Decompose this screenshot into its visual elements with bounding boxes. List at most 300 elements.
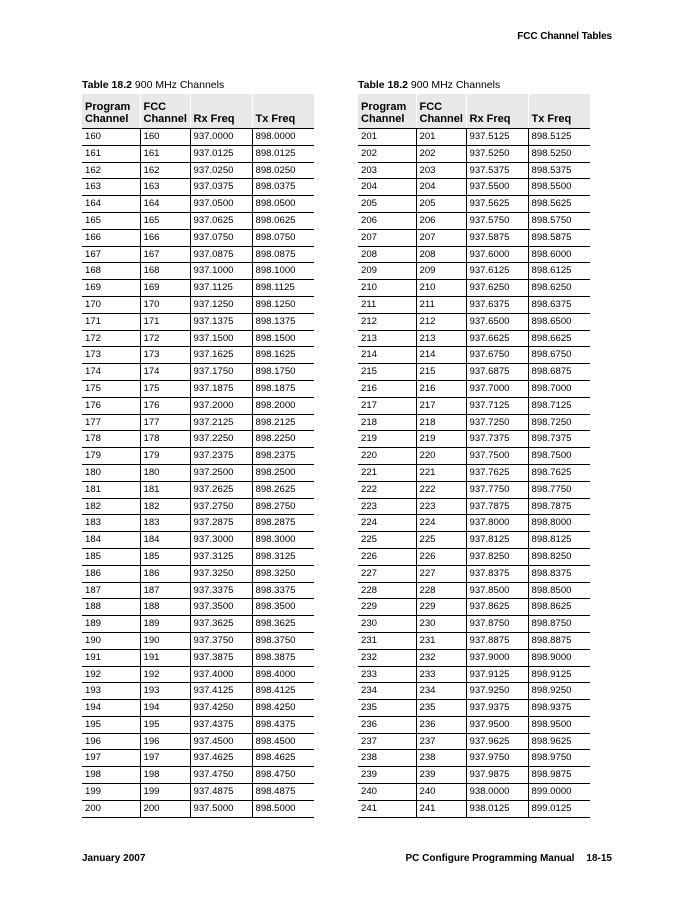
table-caption — [82, 79, 312, 94]
program-channel-cell: 226 — [358, 548, 416, 565]
tx-freq-cell: 898.9125 — [528, 666, 590, 683]
table-row — [82, 196, 314, 213]
fcc-channel-cell: 183 — [140, 515, 190, 532]
rx-freq-cell: 937.7125 — [466, 397, 528, 414]
table-row — [358, 380, 590, 397]
program-channel-cell: 161 — [82, 145, 140, 162]
rx-freq-cell: 937.5000 — [190, 800, 252, 817]
table-row — [358, 347, 590, 364]
table-row — [82, 364, 314, 381]
channel-table-right — [358, 94, 590, 818]
rx-freq-cell: 937.1250 — [190, 296, 252, 313]
table-header-row — [82, 94, 314, 129]
tx-freq-cell: 898.8375 — [528, 565, 590, 582]
table-row — [82, 296, 314, 313]
program-channel-cell: 179 — [82, 448, 140, 465]
program-channel-cell: 177 — [82, 414, 140, 431]
rx-freq-cell: 937.8000 — [466, 515, 528, 532]
fcc-channel-cell: 167 — [140, 246, 190, 263]
tx-freq-cell: 898.8500 — [528, 582, 590, 599]
rx-freq-cell: 937.7625 — [466, 464, 528, 481]
table-row — [358, 280, 590, 297]
program-channel-cell: 228 — [358, 582, 416, 599]
fcc-channel-cell: 218 — [416, 414, 466, 431]
program-channel-cell: 230 — [358, 616, 416, 633]
rx-freq-cell: 937.9750 — [466, 750, 528, 767]
rx-freq-cell: 937.8625 — [466, 599, 528, 616]
rx-freq-cell: 937.0125 — [190, 145, 252, 162]
tx-freq-cell: 898.8250 — [528, 548, 590, 565]
table-caption-number: Table 18.2 — [358, 79, 408, 91]
tx-freq-cell: 898.5375 — [528, 162, 590, 179]
tx-freq-cell: 898.5000 — [252, 800, 314, 817]
tx-freq-cell: 898.8000 — [528, 515, 590, 532]
fcc-channel-cell: 210 — [416, 280, 466, 297]
table-caption — [358, 79, 588, 94]
fcc-channel-cell: 234 — [416, 683, 466, 700]
program-channel-cell: 224 — [358, 515, 416, 532]
table-row — [82, 750, 314, 767]
tx-freq-cell: 898.8125 — [528, 532, 590, 549]
program-channel-cell: 207 — [358, 229, 416, 246]
rx-freq-cell: 937.8250 — [466, 548, 528, 565]
fcc-channel-cell: 200 — [140, 800, 190, 817]
tx-freq-cell: 898.2375 — [252, 448, 314, 465]
rx-freq-cell: 937.3625 — [190, 616, 252, 633]
fcc-channel-cell: 239 — [416, 767, 466, 784]
tx-freq-cell: 898.9500 — [528, 716, 590, 733]
table-row — [358, 330, 590, 347]
fcc-channel-cell: 163 — [140, 179, 190, 196]
tx-freq-cell: 898.7375 — [528, 431, 590, 448]
table-row — [358, 666, 590, 683]
tx-freq-cell: 898.9750 — [528, 750, 590, 767]
fcc-channel-cell: 224 — [416, 515, 466, 532]
table-caption-text: 900 MHz Channels — [410, 79, 501, 91]
program-channel-cell: 225 — [358, 532, 416, 549]
table-row — [358, 263, 590, 280]
program-channel-cell: 239 — [358, 767, 416, 784]
rx-freq-cell: 937.1750 — [190, 364, 252, 381]
program-channel-cell: 193 — [82, 683, 140, 700]
program-channel-cell: 163 — [82, 179, 140, 196]
program-channel-cell: 235 — [358, 700, 416, 717]
table-row — [82, 683, 314, 700]
fcc-channel-cell: 190 — [140, 632, 190, 649]
tx-freq-cell: 898.8625 — [528, 599, 590, 616]
fcc-channel-cell: 179 — [140, 448, 190, 465]
program-channel-cell: 237 — [358, 733, 416, 750]
rx-freq-cell: 937.6750 — [466, 347, 528, 364]
tx-freq-cell: 898.5875 — [528, 229, 590, 246]
table-row — [82, 498, 314, 515]
table-row — [358, 750, 590, 767]
table-row — [358, 599, 590, 616]
rx-freq-cell: 937.4750 — [190, 767, 252, 784]
program-channel-cell: 176 — [82, 397, 140, 414]
fcc-channel-cell: 213 — [416, 330, 466, 347]
fcc-channel-cell: 214 — [416, 347, 466, 364]
table-row — [82, 515, 314, 532]
table-row — [82, 145, 314, 162]
program-channel-cell: 241 — [358, 800, 416, 817]
table-row — [82, 448, 314, 465]
program-channel-cell: 219 — [358, 431, 416, 448]
program-channel-cell: 182 — [82, 498, 140, 515]
program-channel-cell: 229 — [358, 599, 416, 616]
fcc-channel-cell: 164 — [140, 196, 190, 213]
rx-freq-cell: 937.8750 — [466, 616, 528, 633]
table-row — [358, 296, 590, 313]
tx-freq-cell: 898.5750 — [528, 212, 590, 229]
program-channel-cell: 194 — [82, 700, 140, 717]
rx-freq-cell: 937.6125 — [466, 263, 528, 280]
rx-freq-cell: 937.8500 — [466, 582, 528, 599]
rx-freq-cell: 937.1625 — [190, 347, 252, 364]
fcc-channel-cell: 198 — [140, 767, 190, 784]
table-row — [82, 229, 314, 246]
tx-freq-cell: 899.0125 — [528, 800, 590, 817]
tx-freq-cell: 898.2000 — [252, 397, 314, 414]
table-caption-number: Table 18.2 — [82, 79, 132, 91]
fcc-channel-cell: 194 — [140, 700, 190, 717]
fcc-channel-cell: 161 — [140, 145, 190, 162]
fcc-channel-cell: 182 — [140, 498, 190, 515]
rx-freq-cell: 937.7500 — [466, 448, 528, 465]
tx-freq-cell: 898.0625 — [252, 212, 314, 229]
rx-freq-cell: 937.6875 — [466, 364, 528, 381]
tx-freq-cell: 898.6750 — [528, 347, 590, 364]
right-table-block — [358, 79, 588, 818]
tx-freq-cell: 898.4250 — [252, 700, 314, 717]
table-row — [82, 162, 314, 179]
tx-freq-cell: 898.7000 — [528, 380, 590, 397]
rx-freq-cell: 937.1500 — [190, 330, 252, 347]
rx-freq-cell: 937.0000 — [190, 129, 252, 146]
rx-freq-cell: 937.0750 — [190, 229, 252, 246]
table-row — [82, 464, 314, 481]
program-channel-cell: 168 — [82, 263, 140, 280]
table-row — [358, 649, 590, 666]
rx-freq-cell: 937.4375 — [190, 716, 252, 733]
program-channel-cell: 206 — [358, 212, 416, 229]
tx-freq-cell: 898.0000 — [252, 129, 314, 146]
table-row — [82, 481, 314, 498]
program-channel-cell: 200 — [82, 800, 140, 817]
tx-freq-cell: 898.1250 — [252, 296, 314, 313]
fcc-channel-cell: 231 — [416, 632, 466, 649]
tx-freq-cell: 898.3375 — [252, 582, 314, 599]
fcc-channel-cell: 192 — [140, 666, 190, 683]
program-channel-cell: 190 — [82, 632, 140, 649]
rx-freq-cell: 937.2000 — [190, 397, 252, 414]
table-row — [358, 498, 590, 515]
program-channel-cell: 164 — [82, 196, 140, 213]
program-channel-cell: 216 — [358, 380, 416, 397]
tx-freq-cell: 898.6625 — [528, 330, 590, 347]
program-channel-cell: 186 — [82, 565, 140, 582]
program-channel-cell: 172 — [82, 330, 140, 347]
tx-freq-cell: 898.0875 — [252, 246, 314, 263]
footer-manual-title: PC Configure Programming Manual — [405, 853, 575, 864]
program-channel-cell: 169 — [82, 280, 140, 297]
rx-freq-cell: 938.0000 — [466, 784, 528, 801]
program-channel-cell: 183 — [82, 515, 140, 532]
program-channel-cell: 213 — [358, 330, 416, 347]
tx-freq-cell: 898.6125 — [528, 263, 590, 280]
section-title: FCC Channel Tables — [517, 31, 612, 42]
header-tx-freq: Tx Freq — [528, 94, 590, 129]
table-row — [358, 129, 590, 146]
table-row — [82, 313, 314, 330]
table-row — [358, 733, 590, 750]
rx-freq-cell: 937.7750 — [466, 481, 528, 498]
fcc-channel-cell: 196 — [140, 733, 190, 750]
tx-freq-cell: 898.9875 — [528, 767, 590, 784]
table-row — [82, 599, 314, 616]
fcc-channel-cell: 236 — [416, 716, 466, 733]
rx-freq-cell: 937.1000 — [190, 263, 252, 280]
rx-freq-cell: 937.1375 — [190, 313, 252, 330]
table-row — [358, 515, 590, 532]
program-channel-cell: 205 — [358, 196, 416, 213]
tx-freq-cell: 898.0500 — [252, 196, 314, 213]
rx-freq-cell: 937.9875 — [466, 767, 528, 784]
rx-freq-cell: 937.2125 — [190, 414, 252, 431]
rx-freq-cell: 937.2375 — [190, 448, 252, 465]
program-channel-cell: 211 — [358, 296, 416, 313]
rx-freq-cell: 937.3500 — [190, 599, 252, 616]
rx-freq-cell: 937.1875 — [190, 380, 252, 397]
fcc-channel-cell: 169 — [140, 280, 190, 297]
table-row — [82, 280, 314, 297]
program-channel-cell: 181 — [82, 481, 140, 498]
footer-date: January 2007 — [82, 853, 146, 864]
program-channel-cell: 191 — [82, 649, 140, 666]
program-channel-cell: 231 — [358, 632, 416, 649]
program-channel-cell: 175 — [82, 380, 140, 397]
tx-freq-cell: 898.0125 — [252, 145, 314, 162]
footer-page-number: 18-15 — [586, 853, 612, 864]
tx-freq-cell: 898.6875 — [528, 364, 590, 381]
rx-freq-cell: 937.2500 — [190, 464, 252, 481]
tx-freq-cell: 898.4000 — [252, 666, 314, 683]
fcc-channel-cell: 232 — [416, 649, 466, 666]
fcc-channel-cell: 180 — [140, 464, 190, 481]
tx-freq-cell: 898.3500 — [252, 599, 314, 616]
fcc-channel-cell: 222 — [416, 481, 466, 498]
fcc-channel-cell: 184 — [140, 532, 190, 549]
program-channel-cell: 204 — [358, 179, 416, 196]
table-row — [82, 532, 314, 549]
rx-freq-cell: 937.5500 — [466, 179, 528, 196]
table-row — [82, 716, 314, 733]
fcc-channel-cell: 193 — [140, 683, 190, 700]
fcc-channel-cell: 181 — [140, 481, 190, 498]
table-row — [82, 246, 314, 263]
fcc-channel-cell: 209 — [416, 263, 466, 280]
rx-freq-cell: 937.5375 — [466, 162, 528, 179]
table-row — [358, 582, 590, 599]
tx-freq-cell: 898.6375 — [528, 296, 590, 313]
program-channel-cell: 212 — [358, 313, 416, 330]
tx-freq-cell: 898.8875 — [528, 632, 590, 649]
rx-freq-cell: 937.6000 — [466, 246, 528, 263]
fcc-channel-cell: 221 — [416, 464, 466, 481]
rx-freq-cell: 937.0250 — [190, 162, 252, 179]
table-row — [358, 414, 590, 431]
tx-freq-cell: 898.6500 — [528, 313, 590, 330]
program-channel-cell: 221 — [358, 464, 416, 481]
channel-table-left — [82, 94, 314, 818]
tx-freq-cell: 898.5500 — [528, 179, 590, 196]
table-row — [358, 196, 590, 213]
table-row — [358, 212, 590, 229]
tx-freq-cell: 898.7750 — [528, 481, 590, 498]
table-row — [358, 800, 590, 817]
rx-freq-cell: 937.9500 — [466, 716, 528, 733]
fcc-channel-cell: 226 — [416, 548, 466, 565]
rx-freq-cell: 937.2750 — [190, 498, 252, 515]
tx-freq-cell: 898.8750 — [528, 616, 590, 633]
rx-freq-cell: 937.8375 — [466, 565, 528, 582]
program-channel-cell: 203 — [358, 162, 416, 179]
fcc-channel-cell: 230 — [416, 616, 466, 633]
tx-freq-cell: 898.2125 — [252, 414, 314, 431]
fcc-channel-cell: 228 — [416, 582, 466, 599]
fcc-channel-cell: 191 — [140, 649, 190, 666]
rx-freq-cell: 937.9375 — [466, 700, 528, 717]
fcc-channel-cell: 162 — [140, 162, 190, 179]
fcc-channel-cell: 170 — [140, 296, 190, 313]
rx-freq-cell: 937.8125 — [466, 532, 528, 549]
fcc-channel-cell: 205 — [416, 196, 466, 213]
rx-freq-cell: 937.7375 — [466, 431, 528, 448]
program-channel-cell: 236 — [358, 716, 416, 733]
fcc-channel-cell: 223 — [416, 498, 466, 515]
program-channel-cell: 234 — [358, 683, 416, 700]
program-channel-cell: 217 — [358, 397, 416, 414]
rx-freq-cell: 937.0500 — [190, 196, 252, 213]
fcc-channel-cell: 203 — [416, 162, 466, 179]
fcc-channel-cell: 202 — [416, 145, 466, 162]
fcc-channel-cell: 204 — [416, 179, 466, 196]
fcc-channel-cell: 241 — [416, 800, 466, 817]
header-fcc-channel: FCC Channel — [140, 94, 190, 129]
program-channel-cell: 170 — [82, 296, 140, 313]
tx-freq-cell: 898.3750 — [252, 632, 314, 649]
fcc-channel-cell: 171 — [140, 313, 190, 330]
program-channel-cell: 214 — [358, 347, 416, 364]
fcc-channel-cell: 225 — [416, 532, 466, 549]
program-channel-cell: 220 — [358, 448, 416, 465]
tx-freq-cell: 898.9625 — [528, 733, 590, 750]
program-channel-cell: 222 — [358, 481, 416, 498]
table-row — [82, 414, 314, 431]
program-channel-cell: 184 — [82, 532, 140, 549]
fcc-channel-cell: 199 — [140, 784, 190, 801]
table-row — [82, 565, 314, 582]
tx-freq-cell: 898.1750 — [252, 364, 314, 381]
program-channel-cell: 199 — [82, 784, 140, 801]
fcc-channel-cell: 174 — [140, 364, 190, 381]
fcc-channel-cell: 168 — [140, 263, 190, 280]
rx-freq-cell: 937.2625 — [190, 481, 252, 498]
header-tx-freq: Tx Freq — [252, 94, 314, 129]
tx-freq-cell: 898.4500 — [252, 733, 314, 750]
rx-freq-cell: 937.4875 — [190, 784, 252, 801]
rx-freq-cell: 937.0875 — [190, 246, 252, 263]
fcc-channel-cell: 173 — [140, 347, 190, 364]
tx-freq-cell: 898.4625 — [252, 750, 314, 767]
program-channel-cell: 166 — [82, 229, 140, 246]
tx-freq-cell: 898.3625 — [252, 616, 314, 633]
rx-freq-cell: 938.0125 — [466, 800, 528, 817]
fcc-channel-cell: 185 — [140, 548, 190, 565]
table-row — [82, 263, 314, 280]
tx-freq-cell: 898.7625 — [528, 464, 590, 481]
table-row — [82, 380, 314, 397]
table-row — [358, 481, 590, 498]
program-channel-cell: 240 — [358, 784, 416, 801]
program-channel-cell: 201 — [358, 129, 416, 146]
table-row — [358, 565, 590, 582]
program-channel-cell: 210 — [358, 280, 416, 297]
program-channel-cell: 196 — [82, 733, 140, 750]
table-row — [358, 162, 590, 179]
tx-freq-cell: 898.3125 — [252, 548, 314, 565]
program-channel-cell: 215 — [358, 364, 416, 381]
table-row — [82, 330, 314, 347]
tx-freq-cell: 898.5125 — [528, 129, 590, 146]
rx-freq-cell: 937.7000 — [466, 380, 528, 397]
rx-freq-cell: 937.5875 — [466, 229, 528, 246]
rx-freq-cell: 937.3875 — [190, 649, 252, 666]
header-fcc-channel: FCC Channel — [416, 94, 466, 129]
program-channel-cell: 232 — [358, 649, 416, 666]
table-row — [358, 229, 590, 246]
rx-freq-cell: 937.9250 — [466, 683, 528, 700]
rx-freq-cell: 937.5750 — [466, 212, 528, 229]
table-body — [358, 129, 590, 818]
tx-freq-cell: 898.2250 — [252, 431, 314, 448]
table-row — [358, 464, 590, 481]
rx-freq-cell: 937.0375 — [190, 179, 252, 196]
rx-freq-cell: 937.9625 — [466, 733, 528, 750]
table-row — [358, 431, 590, 448]
table-row — [82, 632, 314, 649]
fcc-channel-cell: 178 — [140, 431, 190, 448]
rx-freq-cell: 937.7875 — [466, 498, 528, 515]
table-row — [82, 767, 314, 784]
fcc-channel-cell: 215 — [416, 364, 466, 381]
tx-freq-cell: 898.5625 — [528, 196, 590, 213]
table-row — [358, 683, 590, 700]
program-channel-cell: 227 — [358, 565, 416, 582]
program-channel-cell: 180 — [82, 464, 140, 481]
table-row — [358, 313, 590, 330]
table-row — [82, 733, 314, 750]
table-row — [82, 431, 314, 448]
rx-freq-cell: 937.4250 — [190, 700, 252, 717]
fcc-channel-cell: 201 — [416, 129, 466, 146]
fcc-channel-cell: 172 — [140, 330, 190, 347]
table-row — [82, 582, 314, 599]
tx-freq-cell: 898.6250 — [528, 280, 590, 297]
table-row — [82, 397, 314, 414]
left-table-block — [82, 79, 312, 818]
tx-freq-cell: 898.9250 — [528, 683, 590, 700]
